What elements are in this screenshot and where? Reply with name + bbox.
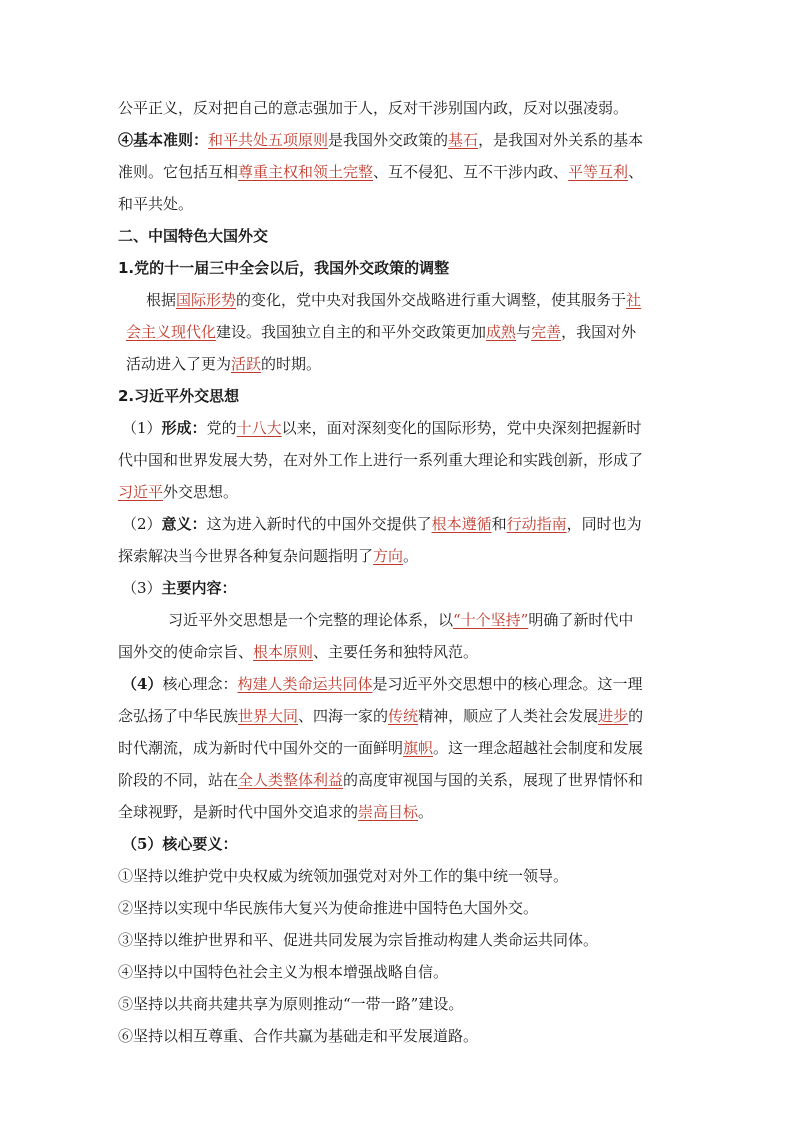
text: 与 <box>516 323 532 341</box>
text: 这为进入新时代的中国外交提供了 <box>206 515 432 533</box>
paragraph-line <box>118 412 680 444</box>
text: ，我国对外 <box>561 323 637 341</box>
subsection-heading <box>118 252 680 284</box>
text: 。 <box>418 803 434 821</box>
list-item-text: ⑥坚持以相互尊重、合作共赢为基础走和平发展道路。 <box>118 1027 479 1045</box>
keyword: 行动指南 <box>506 515 567 533</box>
paragraph-line <box>118 124 680 156</box>
text: 。这一理念超越社会制度和发展 <box>433 739 644 757</box>
keyword: 传统 <box>388 707 419 725</box>
paragraph-line <box>118 828 680 860</box>
text: 公平正义，反对把自己的意志强加于人，反对干涉别国内政，反对以强凌弱。 <box>118 99 629 117</box>
text: 时代潮流，成为新时代中国外交的一面鲜明 <box>118 739 404 757</box>
paragraph-line <box>118 764 680 796</box>
list-item-text: ②坚持以实现中华民族伟大复兴为使命推进中国特色大国外交。 <box>118 899 539 917</box>
text: 的高度审视国与国的关系，展现了世界情怀和 <box>343 771 644 789</box>
list-item-text: ⑤坚持以共商共建共享为原则推动“一带一路”建设。 <box>118 995 464 1013</box>
keyword: 旗帜 <box>403 739 434 757</box>
bold-label: （5）核心要义： <box>122 835 238 853</box>
text: 以来，面对深刻变化的国际形势，党中央深刻把握新时 <box>281 419 642 437</box>
text: 、四海一家的 <box>298 707 389 725</box>
paragraph-line <box>118 796 680 828</box>
text: ，是我国对外关系的基本 <box>478 131 644 149</box>
text: 精神，顺应了人类社会发展 <box>418 707 599 725</box>
text: 探索解决当今世界各种复杂问题指明了 <box>118 547 374 565</box>
paragraph-line <box>118 348 680 380</box>
text: ，同时也为 <box>566 515 642 533</box>
text: 的时期。 <box>261 355 322 373</box>
list-item-text: ③坚持以维护世界和平、促进共同发展为宗旨推动构建人类命运共同体。 <box>118 931 599 949</box>
list-item <box>118 1020 680 1052</box>
paragraph-line <box>118 636 680 668</box>
keyword: 社 <box>626 291 642 309</box>
paragraph-line <box>118 668 680 700</box>
paragraph-line <box>118 700 680 732</box>
text: 阶段的不同，站在 <box>118 771 239 789</box>
keyword: 世界大同 <box>238 707 299 725</box>
document-page <box>118 92 680 1052</box>
keyword: 尊重主权和领土完整 <box>238 163 374 181</box>
text: （1） <box>122 419 162 437</box>
text: 外交思想。 <box>163 483 239 501</box>
keyword: 构建人类命运共同体 <box>237 675 373 693</box>
keyword: 方向 <box>373 547 404 565</box>
paragraph-line <box>118 92 680 124</box>
keyword: 平等互利 <box>568 163 629 181</box>
text: 的 <box>628 707 644 725</box>
subsection-title: 1.党的十一届三中全会以后，我国外交政策的调整 <box>118 259 450 277</box>
text: 。 <box>403 547 419 565</box>
paragraph-line <box>118 316 680 348</box>
paragraph-line <box>118 540 680 572</box>
text: 准则。它包括互相 <box>118 163 239 181</box>
list-item <box>118 924 680 956</box>
bold-label: 主要内容： <box>161 579 237 597</box>
paragraph-line <box>118 188 680 220</box>
text: 根据 <box>146 291 177 309</box>
paragraph-line <box>118 508 680 540</box>
text: 习近平外交思想是一个完整的理论体系，以 <box>168 611 454 629</box>
paragraph-line <box>118 604 680 636</box>
bold-label: 意义： <box>161 515 207 533</box>
text: 、 <box>628 163 644 181</box>
text: 是我国外交政策的 <box>328 131 449 149</box>
text: （2） <box>122 515 162 533</box>
paragraph-line <box>118 444 680 476</box>
keyword: 活跃 <box>231 355 262 373</box>
paragraph-line <box>118 284 680 316</box>
section-heading <box>118 220 680 252</box>
text: 是习近平外交思想中的核心理念。这一理 <box>372 675 643 693</box>
keyword: 国际形势 <box>176 291 237 309</box>
text: 党的 <box>206 419 237 437</box>
keyword: “十个坚持” <box>453 611 529 629</box>
keyword: 和平共处五项原则 <box>208 131 329 149</box>
subsection-heading <box>118 380 680 412</box>
paragraph-line <box>118 156 680 188</box>
keyword: 崇高目标 <box>358 803 419 821</box>
text: 念弘扬了中华民族 <box>118 707 239 725</box>
keyword: 根本遵循 <box>431 515 492 533</box>
text: 的变化，党中央对我国外交战略进行重大调整，使其服务于 <box>236 291 627 309</box>
list-item-text: ①坚持以维护党中央权威为统领加强党对对外工作的集中统一领导。 <box>118 867 569 885</box>
text: 活动进入了更为 <box>126 355 232 373</box>
list-item <box>118 988 680 1020</box>
basic-principle-label: ④基本准则： <box>118 131 209 149</box>
list-item <box>118 892 680 924</box>
text: 全球视野，是新时代中国外交追求的 <box>118 803 359 821</box>
list-item-text: ④坚持以中国特色社会主义为根本增强战略自信。 <box>118 963 449 981</box>
keyword: 根本原则 <box>253 643 314 661</box>
keyword: 完善 <box>531 323 562 341</box>
paragraph-line <box>118 572 680 604</box>
keyword: 基石 <box>448 131 479 149</box>
list-item <box>118 956 680 988</box>
text: 核心理念： <box>162 675 238 693</box>
paragraph-line <box>118 476 680 508</box>
text: 和平共处。 <box>118 195 194 213</box>
text: 和 <box>491 515 507 533</box>
paragraph-line <box>118 732 680 764</box>
text: 国外交的使命宗旨、 <box>118 643 254 661</box>
keyword: 会主义现代化 <box>126 323 217 341</box>
keyword: 成熟 <box>486 323 517 341</box>
subsection-title: 2.习近平外交思想 <box>118 387 240 405</box>
text: 、互不侵犯、互不干涉内政、 <box>373 163 569 181</box>
keyword: 习近平 <box>118 483 164 501</box>
section-title: 二、中国特色大国外交 <box>118 227 269 245</box>
text: （3） <box>122 579 162 597</box>
text: 代中国和世界发展大势，在对外工作上进行一系列重大理论和实践创新，形成了 <box>118 451 644 469</box>
keyword: 全人类整体利益 <box>238 771 344 789</box>
bold-label: 形成： <box>161 419 207 437</box>
text: 、主要任务和独特风范。 <box>313 643 479 661</box>
text: 建设。我国独立自主的和平外交政策更加 <box>216 323 487 341</box>
list-item <box>118 860 680 892</box>
keyword: 十八大 <box>236 419 282 437</box>
text: 明确了新时代中 <box>528 611 634 629</box>
bold-label: （4） <box>122 675 163 693</box>
keyword: 进步 <box>598 707 629 725</box>
